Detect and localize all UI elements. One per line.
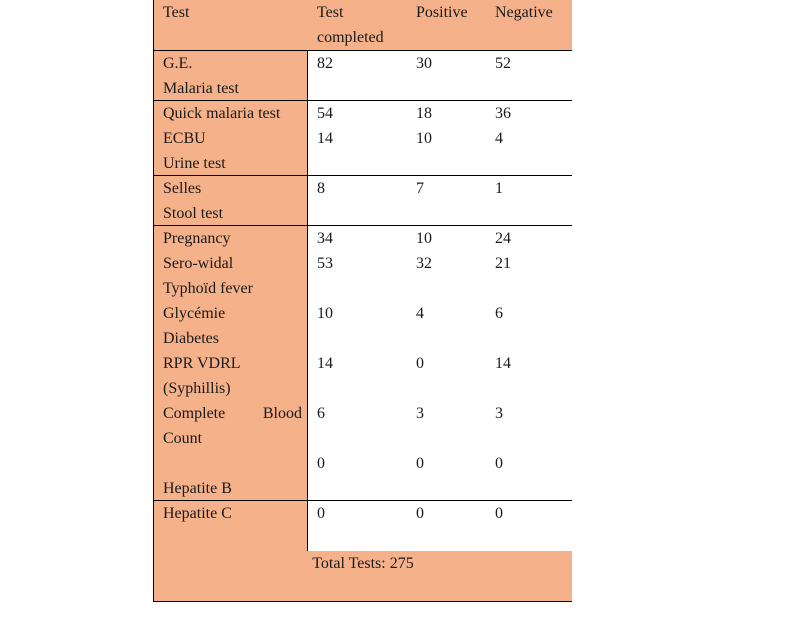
test-name: Glycémie [163, 305, 226, 322]
completed-value: 14 [317, 355, 333, 372]
negative-value: 3 [495, 405, 503, 422]
header-test: Test [163, 4, 190, 21]
positive-value: 30 [416, 55, 432, 72]
test-name: Malaria test [163, 80, 239, 97]
header-completed-line1: Test [317, 4, 344, 21]
completed-value: 54 [317, 105, 333, 122]
table-row-group [154, 101, 572, 176]
negative-value: 0 [495, 455, 503, 472]
negative-value: 24 [495, 230, 511, 247]
completed-value: 14 [317, 130, 333, 147]
test-name: Stool test [163, 205, 224, 222]
completed-value: 53 [317, 255, 333, 272]
test-name: Hepatite B [163, 480, 232, 497]
test-name: Hepatite C [163, 505, 232, 522]
positive-value: 4 [416, 305, 424, 322]
total-tests: Total Tests: 275 [312, 555, 414, 572]
table-row [154, 501, 572, 551]
lab-tests-table [153, 0, 572, 602]
test-name-justified [163, 401, 302, 426]
table-header [154, 0, 572, 51]
test-name: Sero-widal [163, 255, 234, 272]
negative-value: 1 [495, 180, 503, 197]
negative-value: 52 [495, 55, 511, 72]
negative-value: 6 [495, 305, 503, 322]
negative-value: 4 [495, 130, 503, 147]
negative-value: 36 [495, 105, 511, 122]
negative-value: 21 [495, 255, 511, 272]
completed-value: 0 [317, 455, 325, 472]
negative-value: 0 [495, 505, 503, 522]
table-footer [154, 551, 572, 601]
positive-value: 3 [416, 405, 424, 422]
header-negative: Negative [495, 4, 553, 21]
test-name: Diabetes [163, 330, 219, 347]
positive-value: 18 [416, 105, 432, 122]
test-name: RPR VDRL [163, 355, 241, 372]
table-row-group [154, 226, 572, 501]
completed-value: 34 [317, 230, 333, 247]
table-row [154, 176, 572, 226]
test-name: ECBU [163, 130, 206, 147]
test-name-word: Complete [163, 405, 226, 422]
positive-value: 0 [416, 355, 424, 372]
test-name: Urine test [163, 155, 226, 172]
test-name: G.E. [163, 55, 193, 72]
positive-value: 0 [416, 455, 424, 472]
completed-value: 6 [317, 405, 325, 422]
test-name-word: Blood [262, 405, 302, 422]
completed-value: 8 [317, 180, 325, 197]
test-name: (Syphillis) [163, 380, 231, 397]
completed-value: 82 [317, 55, 333, 72]
completed-value: 0 [317, 505, 325, 522]
positive-value: 7 [416, 180, 424, 197]
positive-value: 10 [416, 230, 432, 247]
test-name: Count [163, 430, 203, 447]
header-completed-line2: completed [317, 29, 384, 46]
test-name: Pregnancy [163, 230, 231, 247]
completed-value: 10 [317, 305, 333, 322]
negative-value: 14 [495, 355, 511, 372]
test-name: Quick malaria test [163, 105, 281, 122]
test-name: Selles [163, 180, 202, 197]
table-row [154, 51, 572, 101]
test-name: Typhoïd fever [163, 280, 253, 297]
positive-value: 10 [416, 130, 432, 147]
positive-value: 32 [416, 255, 432, 272]
header-positive: Positive [416, 4, 468, 21]
positive-value: 0 [416, 505, 424, 522]
